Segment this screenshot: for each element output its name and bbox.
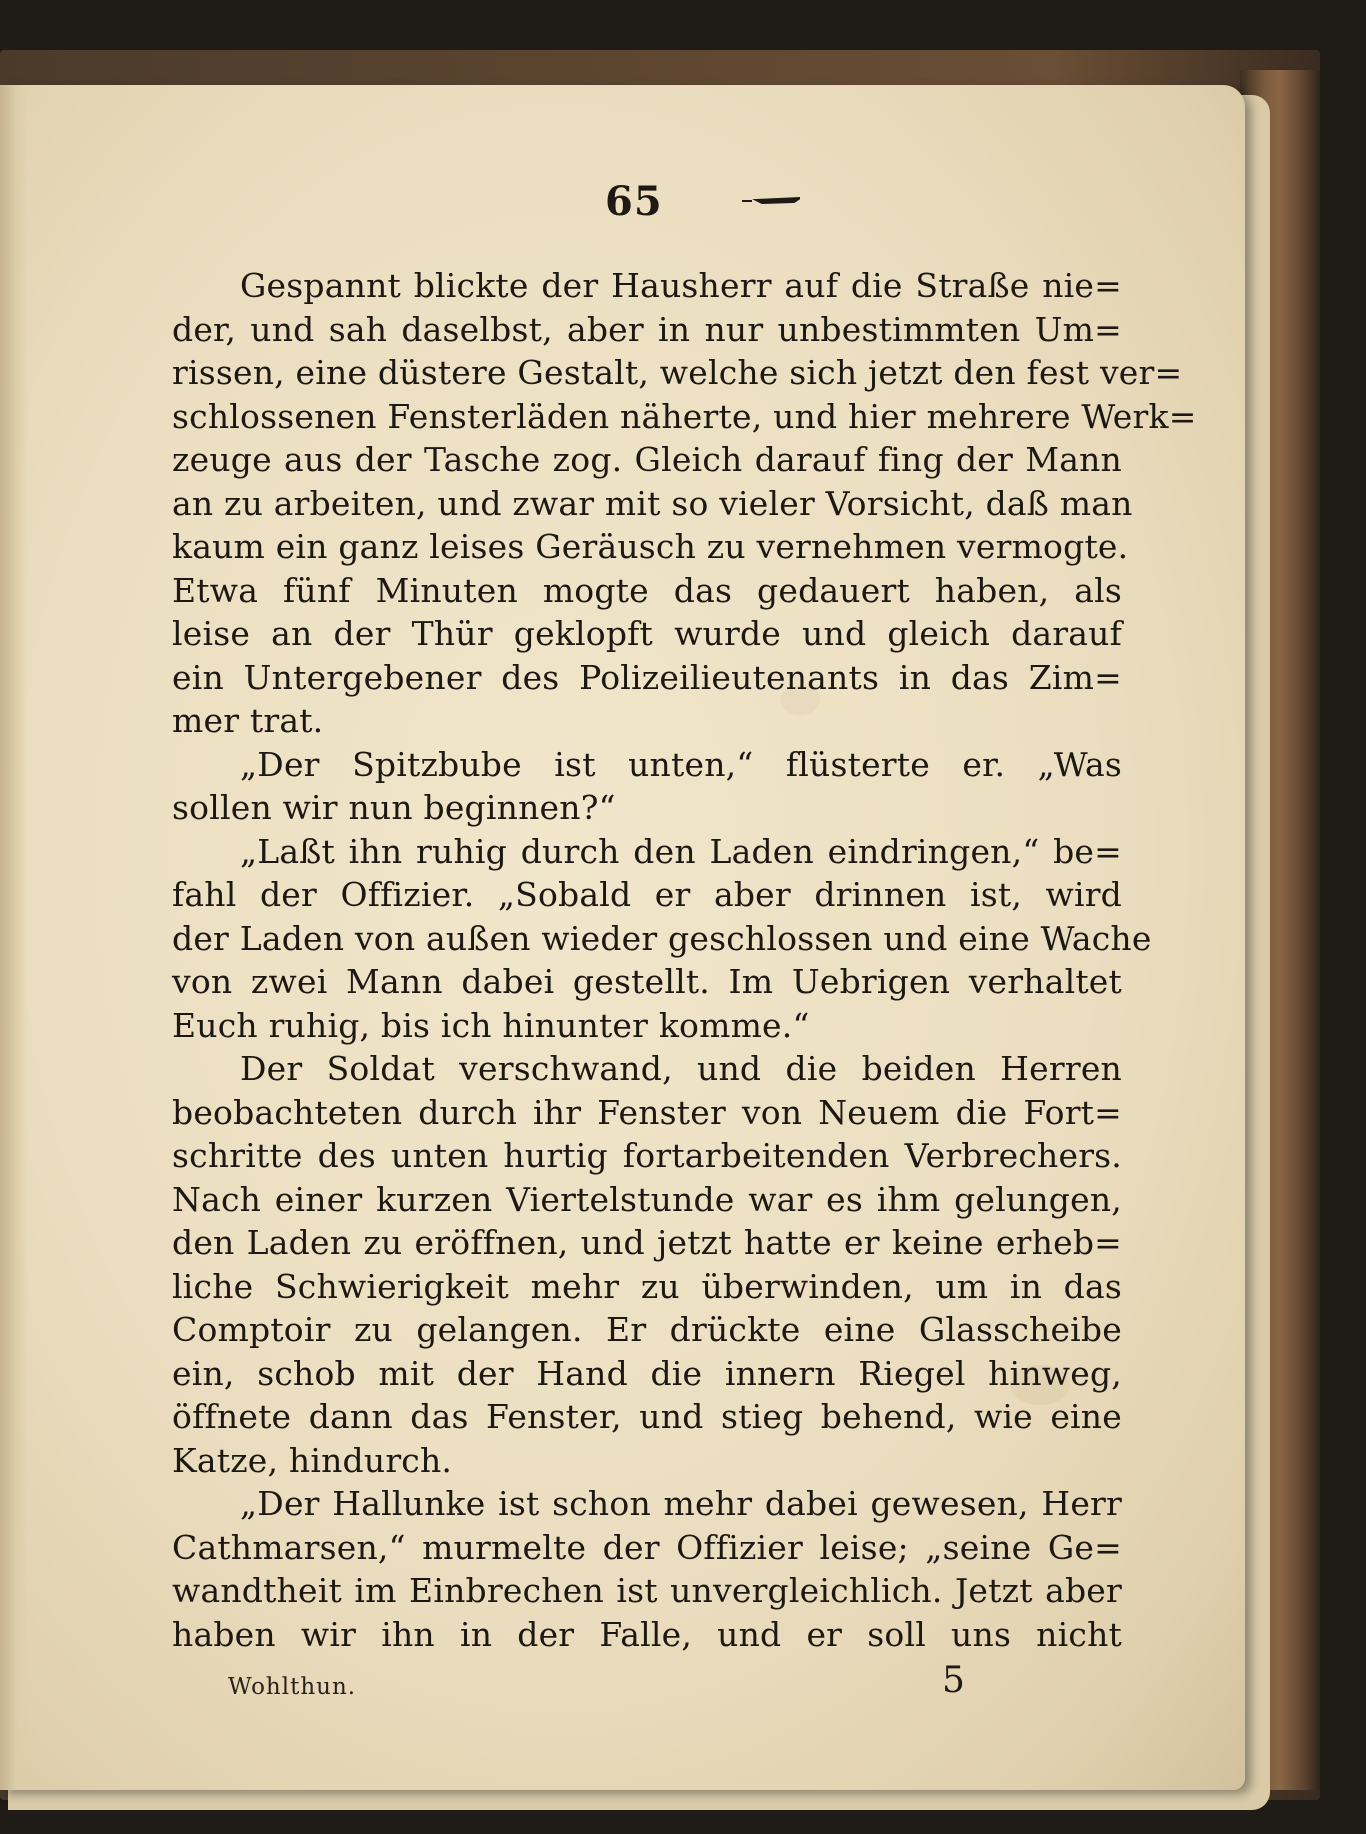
page-footer xyxy=(0,1660,1245,1710)
text-line: ein Untergebener des Polizeilieutenants in das Zim= xyxy=(172,657,1122,697)
page-gutter xyxy=(0,85,28,1790)
text-line: kaum ein ganz leises Geräusch zu vernehmen vermogte. xyxy=(172,527,1129,566)
text-line: „Laßt ihn ruhig durch den Laden eindringen,“ be= xyxy=(240,831,1122,871)
text-line: liche Schwierigkeit mehr zu überwinden, um in das xyxy=(172,1266,1122,1306)
text-line: schlossenen Fensterläden näherte, und hier mehrere Werk= xyxy=(172,396,1197,436)
text-line: „Der Spitzbube ist unten,“ flüsterte er. „Was xyxy=(240,744,1122,784)
page-number: 65 xyxy=(605,178,663,225)
text-line: schritte des unten hurtig fortarbeitenden Verbrechers. xyxy=(172,1136,1122,1175)
text-line: Etwa fünf Minuten mogte das gedauert haben, als xyxy=(172,570,1122,610)
text-line: Nach einer kurzen Viertelstunde war es ihm gelungen, xyxy=(172,1179,1122,1219)
text-line: ein, schob mit der Hand die innern Riegel hinweg, xyxy=(172,1353,1122,1393)
page-header xyxy=(0,178,1245,238)
text-line: leise an der Thür geklopft wurde und gleich darauf xyxy=(172,614,1122,653)
text-line: öffnete dann das Fenster, und stieg behend, wie eine xyxy=(172,1397,1122,1436)
signature-mark: Wohlthun. xyxy=(228,1674,357,1700)
ink-ornament-icon xyxy=(742,196,800,206)
text-line: Comptoir zu gelangen. Er drückte eine Glasscheibe xyxy=(172,1310,1122,1349)
text-line: fahl der Offizier. „Sobald er aber drinnen ist, wird xyxy=(172,875,1122,914)
text-line: an zu arbeiten, und zwar mit so vieler Vorsicht, daß man xyxy=(172,483,1133,523)
text-line: den Laden zu eröffnen, und jetzt hatte er keine erheb= xyxy=(172,1223,1122,1262)
text-line: sollen wir nun beginnen?“ xyxy=(172,788,616,827)
text-line: „Der Hallunke ist schon mehr dabei gewesen, Herr xyxy=(240,1484,1122,1523)
text-line: mer trat. xyxy=(172,701,324,740)
text-line: Cathmarsen,“ murmelte der Offizier leise; „seine Ge= xyxy=(172,1527,1122,1567)
text-line: zeuge aus der Tasche zog. Gleich darauf fing der Mann xyxy=(172,440,1122,479)
text-line: beobachteten durch ihr Fenster von Neuem die Fort= xyxy=(172,1092,1122,1132)
text-line: der, und sah daselbst, aber in nur unbestimmten Um= xyxy=(172,309,1122,349)
text-line: haben wir ihn in der Falle, und er soll uns nicht xyxy=(172,1614,1122,1654)
text-line: Gespannt blickte der Hausherr auf die Straße nie= xyxy=(240,266,1122,305)
text-line: Der Soldat verschwand, und die beiden Herren xyxy=(240,1049,1122,1088)
text-line: Euch ruhig, bis ich hinunter komme.“ xyxy=(172,1005,810,1045)
text-line: von zwei Mann dabei gestellt. Im Uebrigen verhaltet xyxy=(172,962,1122,1001)
sheet-number: 5 xyxy=(942,1660,965,1701)
text-line: rissen, eine düstere Gestalt, welche sich jetzt den fest ver= xyxy=(172,353,1183,392)
text-line: Katze, hindurch. xyxy=(172,1440,453,1480)
body-text xyxy=(172,264,1197,1656)
text-line: der Laden von außen wieder geschlossen und eine Wache xyxy=(172,918,1152,958)
text-line: wandtheit im Einbrechen ist unvergleichlich. Jetzt aber xyxy=(172,1571,1122,1610)
